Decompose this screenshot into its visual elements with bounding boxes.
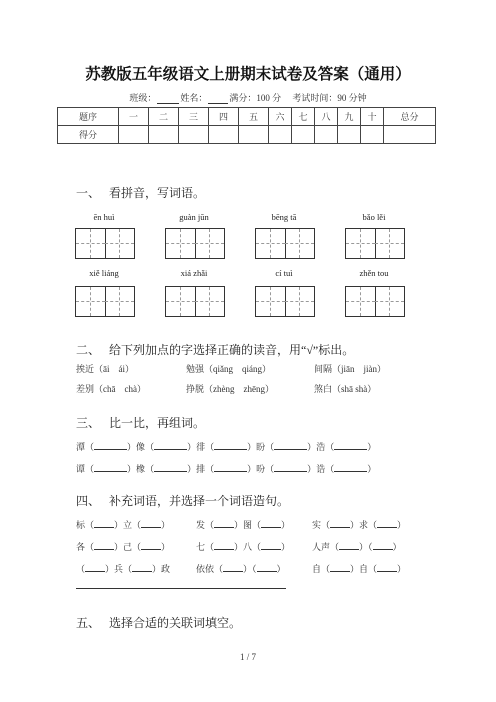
char: 盼 [256,442,266,452]
score-header-cell: 题序 [58,108,119,126]
reading-choice[interactable]: 煞白（shā shà） [314,384,377,394]
exam-info [0,91,496,104]
score-cell[interactable] [315,126,338,144]
idiom-blank[interactable] [94,541,114,550]
char: 徘 [196,442,206,452]
pinyin-label: cí tuì [275,268,293,278]
score-header-cell: 总分 [384,108,436,126]
pinyin-label: xiě liáng [89,268,119,278]
score-header-cell: 三 [179,108,209,126]
idiom-blank[interactable] [377,519,397,528]
pinyin-label: zhěn tou [359,268,389,278]
score-cell[interactable] [292,126,315,144]
score-header-cell: 八 [315,108,338,126]
idiom-blank[interactable] [141,519,161,528]
section-number: 四、 [76,494,101,508]
word-blank[interactable] [94,441,127,450]
tianzige-box[interactable] [255,228,315,259]
tianzige-box[interactable] [75,228,135,259]
section-1-heading [76,184,205,201]
section-5-heading [76,614,241,631]
score-header-cell: 六 [269,108,292,126]
word-blank[interactable] [334,441,367,450]
tianzige-box[interactable] [255,286,315,317]
word-blank[interactable] [154,441,187,450]
reading-choice[interactable]: 差别（chā chà） [76,384,146,394]
char: 橡 [136,464,146,474]
sentence-answer-line[interactable] [76,588,286,589]
pinyin-label: bēng tā [271,212,297,222]
pinyin-label: guàn jūn [179,212,209,222]
section-3-heading [76,414,205,431]
word-blank[interactable] [274,441,307,450]
idiom-fill: 人声（ ）（ ） [312,542,402,552]
idiom-fill: 发（ ）图（ ） [196,520,291,530]
idiom-fill: 各（ ）己（ ） [76,542,171,552]
reading-choice[interactable]: 间隔（jiān jiàn） [314,364,386,374]
idiom-blank[interactable] [214,519,234,528]
score-cell[interactable] [119,126,149,144]
idiom-fill: 依依（ ）（ ） [196,564,286,574]
section-number: 二、 [76,343,101,357]
idiom-blank[interactable] [261,519,281,528]
name-label: 姓名： [180,93,208,103]
section-text: 给下列加点的字选择正确的读音，用“√”标出。 [109,343,355,357]
idiom-blank[interactable] [373,541,393,550]
score-header-cell: 五 [239,108,269,126]
score-cell[interactable] [179,126,209,144]
tianzige-box[interactable] [75,286,135,317]
char: 谭 [76,464,86,474]
section-text: 看拼音，写词语。 [109,186,206,200]
idiom-blank[interactable] [330,519,350,528]
reading-choice[interactable]: 挣脱（zhèng zhēng） [186,384,274,394]
pinyin-label: ēn huì [93,212,115,222]
word-blank[interactable] [214,441,247,450]
tianzige-box[interactable] [345,286,405,317]
idiom-blank[interactable] [132,563,152,572]
section-text: 选择合适的关联词填空。 [109,616,242,630]
score-cell[interactable] [149,126,179,144]
word-blank[interactable] [154,463,187,472]
section-number: 一、 [76,186,101,200]
section-number: 五、 [76,616,101,630]
char: 诰 [316,464,326,474]
idiom-blank[interactable] [339,541,359,550]
score-header-cell: 四 [209,108,239,126]
word-blank[interactable] [274,463,307,472]
score-header-cell: 二 [149,108,179,126]
section-number: 三、 [76,416,101,430]
tianzige-box[interactable] [165,228,225,259]
score-row [58,126,436,144]
word-blank[interactable] [214,463,247,472]
score-cell[interactable] [384,126,436,144]
idiom-blank[interactable] [377,563,397,572]
tianzige-box[interactable] [165,286,225,317]
full-score: 满分：100 分 [229,93,282,103]
score-header-cell: 七 [292,108,315,126]
score-header-cell: 一 [119,108,149,126]
score-cell[interactable] [239,126,269,144]
score-cell[interactable] [269,126,292,144]
idiom-blank[interactable] [261,541,281,550]
section-2-heading [76,341,354,358]
idiom-blank[interactable] [223,563,243,572]
pinyin-label: bǎo lěi [362,212,386,222]
idiom-blank[interactable] [141,541,161,550]
reading-choice[interactable]: 挨近（āi ái） [76,364,134,374]
exam-time: 考试时间：90 分钟 [292,93,367,103]
reading-choice[interactable]: 勉强（qiǎng qiáng） [186,364,271,374]
tianzige-box[interactable] [345,228,405,259]
score-cell[interactable] [361,126,384,144]
score-table [57,107,436,144]
idiom-blank[interactable] [85,563,105,572]
section-4-heading [76,492,289,509]
page-title: 苏教版五年级语文上册期末试卷及答案（通用） [85,66,411,83]
name-blank[interactable] [208,93,228,104]
char: 像 [136,442,146,452]
char: 排 [196,464,206,474]
section-text: 补充词语，并选择一个词语造句。 [109,494,290,508]
class-blank[interactable] [157,93,179,104]
compare-row: 谭（ ）橡（ ）排（ ）吩（ ）诰（ ） [76,464,377,474]
word-blank[interactable] [94,463,127,472]
idiom-fill: 标（ ）立（ ） [76,520,171,530]
compare-row: 潭（ ）像（ ）徘（ ）盼（ ）浩（ ） [76,442,377,452]
score-header-cell: 九 [338,108,361,126]
score-cell[interactable] [209,126,239,144]
idiom-blank[interactable] [330,563,350,572]
idiom-fill: 七（ ）八（ ） [196,542,291,552]
idiom-blank[interactable] [257,563,277,572]
pinyin-label: xiá zhǎi [180,268,208,278]
idiom-fill: （ ）兵（ ）政 [76,564,171,574]
char: 潭 [76,442,86,452]
score-row-label: 得分 [58,126,119,144]
idiom-fill: 自（ ）自（ ） [312,564,407,574]
score-header-row [58,108,436,126]
score-cell[interactable] [338,126,361,144]
idiom-fill: 实（ ）求（ ） [312,520,407,530]
char: 浩 [316,442,326,452]
idiom-blank[interactable] [214,541,234,550]
idiom-blank[interactable] [94,519,114,528]
section-text: 比一比，再组词。 [109,416,206,430]
page-number: 1 / 7 [239,652,256,662]
class-label: 班级： [129,93,157,103]
score-header-cell: 十 [361,108,384,126]
char: 吩 [256,464,266,474]
word-blank[interactable] [334,463,367,472]
